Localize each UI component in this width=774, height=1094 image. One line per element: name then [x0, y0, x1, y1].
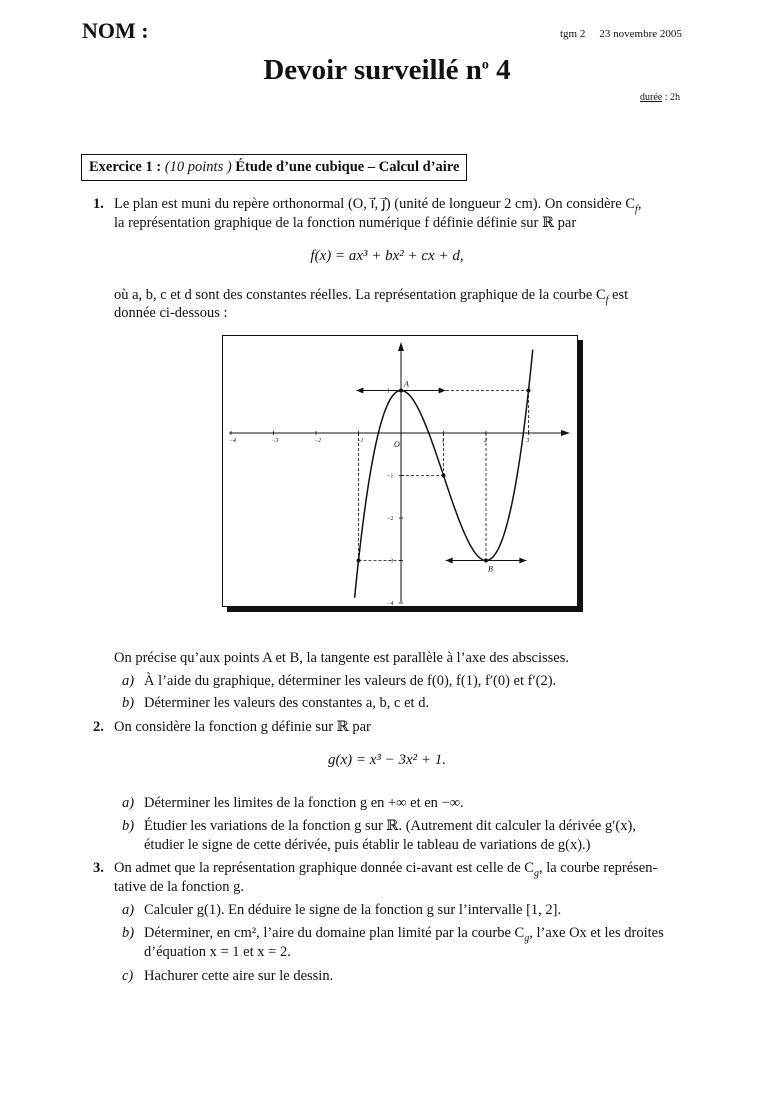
y-tick-label: 1: [387, 388, 390, 395]
y-tick-label: −2: [387, 516, 394, 522]
cubic-graph: [223, 336, 577, 606]
q3c: c) Hachurer cette aire sur le dessin.: [122, 968, 334, 984]
q1-after-figure: On précise qu’aux points A et B, la tangente est parallèle à l’axe des abscisses.: [114, 650, 569, 666]
q1-line1: Le plan est muni du repère orthonormal (O, ı⃗, ȷ⃗) (unité de longueur 2 cm). On considère $C_f$,: [114, 196, 642, 215]
q2-number: 2.: [93, 719, 104, 735]
point-label-A: A: [404, 379, 409, 389]
q3b-line2: d’équation x = 1 et x = 2.: [144, 944, 291, 960]
q3a: a) Calculer g(1). En déduire le signe de la fonction g sur l’intervalle [1, 2].: [122, 902, 562, 918]
x-tick-label: 1: [441, 438, 445, 444]
x-tick-label: O: [394, 440, 400, 449]
q1-number: 1.: [93, 196, 104, 212]
duration: durée : 2h: [640, 92, 680, 103]
class-label: tgm 2: [560, 28, 586, 40]
y-axis-arrow: [398, 342, 404, 351]
q2a: a) Déterminer les limites de la fonction g en +∞ et en −∞.: [122, 795, 464, 811]
point-label-B: B: [488, 564, 493, 574]
q1a: a) À l’aide du graphique, déterminer les valeurs de f(0), f(1), f′(0) et f′(2).: [122, 673, 557, 689]
x-tick-label: −3: [271, 438, 279, 444]
x-axis-arrow: [561, 430, 570, 436]
curve-point: [484, 559, 488, 563]
y-tick-label: −1: [387, 473, 394, 480]
tangent-at-A-arrow-left: [356, 388, 363, 394]
exercise-heading: Exercice 1 : (10 points ) Étude d’une cubique – Calcul d’aire: [81, 154, 467, 181]
y-tick-label: −4: [387, 601, 394, 606]
q1-equation: f(x) = ax³ + bx² + cx + d,: [310, 248, 464, 264]
q3-number: 3.: [93, 860, 104, 876]
curve-point: [399, 389, 403, 393]
x-tick-label: 3: [526, 438, 530, 444]
y-tick-label: −3: [387, 558, 394, 565]
q1b: b) Déterminer les valeurs des constantes a, b, c et d.: [122, 695, 430, 711]
date-label: 23 novembre 2005: [599, 28, 682, 40]
q1-line3: où a, b, c et d sont des constantes réelles. La représentation graphique de la courbe $C_f$ est: [114, 287, 629, 306]
x-tick-label: −2: [314, 438, 322, 444]
curve-point: [442, 474, 446, 478]
q1-line2: la représentation graphique de la fonction numérique f définie définie sur ℝ par: [114, 215, 577, 231]
curve-point: [357, 559, 361, 563]
q2-equation: g(x) = x³ − 3x² + 1.: [327, 752, 447, 768]
q2b-line2: étudier le signe de cette dérivée, puis établir le tableau de variations de g(x).): [144, 837, 591, 853]
header-meta: [560, 28, 682, 40]
curve-point: [527, 389, 531, 393]
q1-line4: donnée ci-dessous :: [114, 305, 228, 321]
q2b-line1: b) Étudier les variations de la fonction g sur ℝ. (Autrement dit calculer la dérivée g′(x),: [122, 818, 636, 834]
q3-line2: tative de la fonction g.: [114, 879, 245, 895]
nom-label: NOM :: [82, 18, 149, 43]
x-tick-label: −1: [356, 438, 364, 444]
x-tick-label: 2: [484, 438, 487, 444]
q3b-line1: b) Déterminer, en cm², l’aire du domaine plan limité par la courbe $C_g$, l’axe Ox et les droites: [122, 925, 664, 944]
q3-line1: On admet que la représentation graphique donnée ci-avant est celle de $C_g$, la courbe représen-: [114, 860, 658, 879]
tangent-at-B-arrow-left: [446, 558, 453, 564]
x-tick-label: −4: [229, 438, 237, 444]
tangent-at-A-arrow-right: [439, 388, 446, 394]
q2-line1: On considère la fonction g définie sur ℝ par: [114, 719, 371, 735]
page-title: Devoir surveillé $n^o$ 4: [263, 54, 511, 86]
title-sup: o: [481, 57, 489, 73]
graph-figure: [222, 335, 578, 607]
tangent-at-B-arrow-right: [519, 558, 526, 564]
